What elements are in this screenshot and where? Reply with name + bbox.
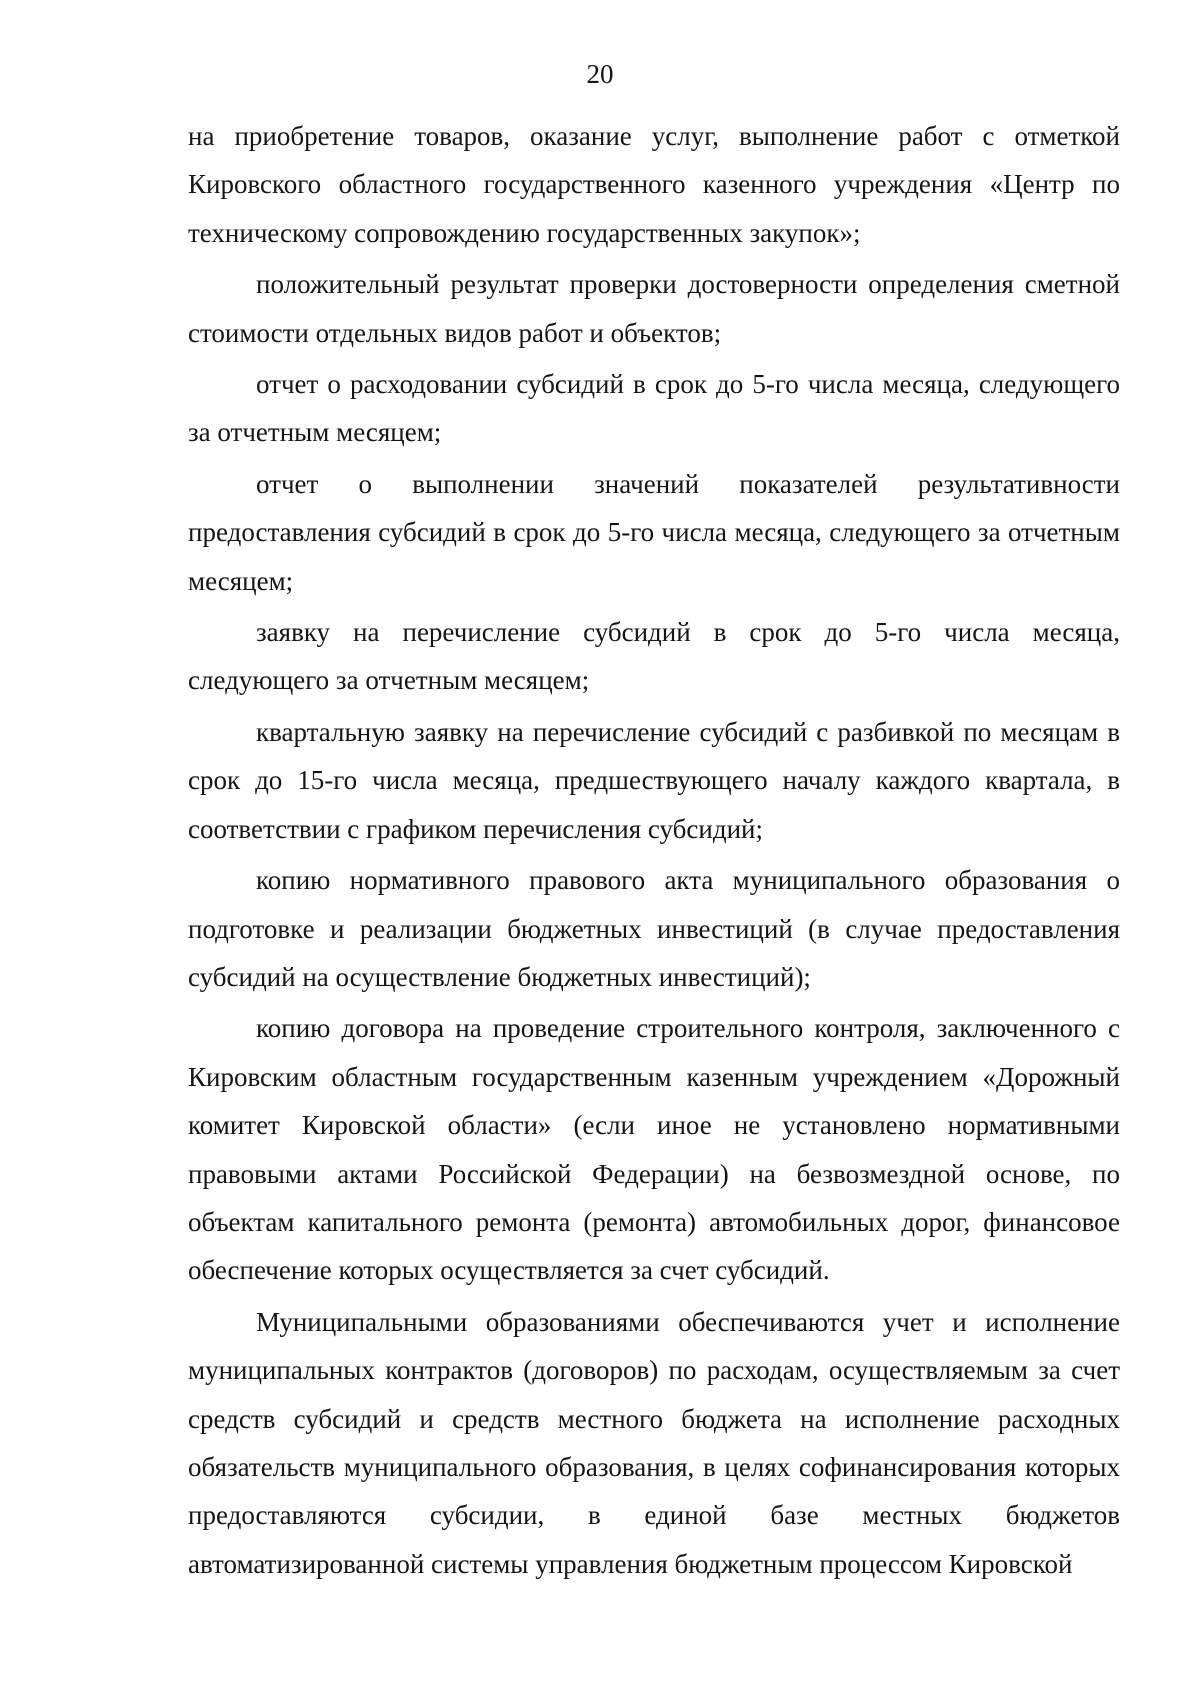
paragraph-performance-report: отчет о выполнении значений показателей результативности предоставления субсидий в срок до 5-го числа месяца, следующего за отчетным месяцем; [188, 468, 1120, 596]
paragraph-municipal-contracts-accounting: Муниципальными образованиями обеспечиваются учет и исполнение муниципальных контрактов (договоров) по расходам, осуществляемым за счет средств субсидий и средств местного бюджета на исполнение расходных обязательств муниципального образования, в целях софинансирования которых предоставляются субсидии, в единой базе местных бюджетов автоматизированной системы управления бюджетным процессом Кировской [188, 1306, 1120, 1579]
paragraph-municipal-act-copy: копию нормативного правового акта муниципального образования о подготовке и реализации бюджетных инвестиций (в случае предоставления субсидий на осуществление бюджетных инвестиций); [188, 865, 1120, 992]
document-body [188, 112, 1120, 1588]
page-number: 20 [586, 59, 614, 89]
paragraph-subsidy-spending-report: отчет о расходовании субсидий в срок до 5-го числа месяца, следующего за отчетным месяцем; [188, 369, 1120, 448]
paragraph-quarterly-request: квартальную заявку на перечисление субсидий с разбивкой по месяцам в срок до 15-го числа месяца, предшествующего началу каждого квартала, в соответствии с графиком перечисления субсидий; [188, 716, 1120, 844]
paragraph-construction-control-contract: копию договора на проведение строительного контроля, заключенного с Кировским областным государственным казенным учреждением «Дорожный комитет Кировской области» (если иное не установлено нормативными правовыми актами Российской Федерации) на безвозмездной основе, по объектам капитального ремонта (ремонта) автомобильных дорог, финансовое обеспечение которых осуществляется за счет субсидий. [188, 1013, 1120, 1286]
paragraph-estimate-verification: положительный результат проверки достоверности определения сметной стоимости отдельных видов работ и объектов; [188, 269, 1120, 348]
paragraph-purchase-approval: на приобретение товаров, оказание услуг, выполнение работ с отметкой Кировского областного государственного казенного учреждения «Центр по техническому сопровождению государственных закупок»; [188, 121, 1120, 248]
paragraph-transfer-request: заявку на перечисление субсидий в срок до 5-го числа месяца, следующего за отчетным месяцем; [188, 617, 1120, 696]
